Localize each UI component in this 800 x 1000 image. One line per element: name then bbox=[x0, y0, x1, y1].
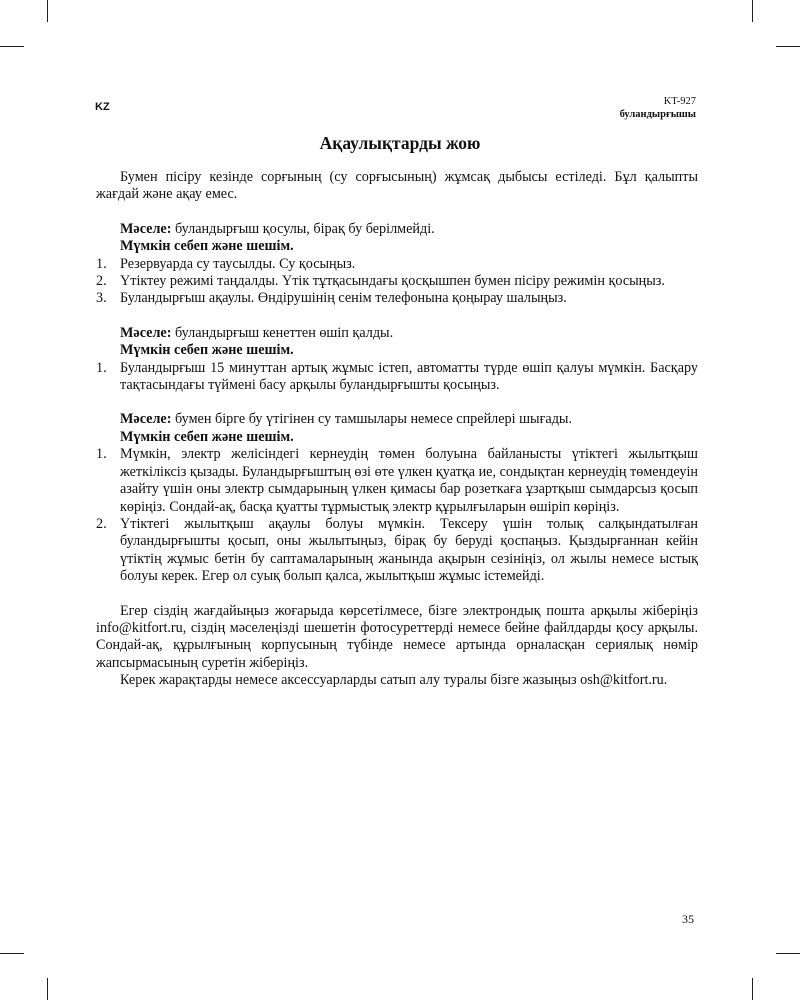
crop-mark bbox=[752, 0, 753, 22]
solution-list bbox=[96, 256, 698, 308]
cause-heading: Мүмкін себеп және шешім. bbox=[120, 428, 294, 445]
crop-mark bbox=[752, 978, 753, 1000]
problem-statement bbox=[96, 221, 698, 238]
crop-mark bbox=[47, 0, 48, 22]
problem-text: буландырғыш кенеттен өшіп қалды. bbox=[171, 324, 394, 341]
accessories-paragraph: Керек жарақтарды немесе аксессуарларды сатып алу туралы бізге жазыңыз osh@kitfort.ru. bbox=[120, 672, 668, 689]
page-title: Ақаулықтарды жою bbox=[319, 133, 481, 153]
problem-text: буландырғыш қосулы, бірақ бу берілмейді. bbox=[171, 220, 435, 237]
problem-label: Мәселе: bbox=[120, 220, 172, 237]
solution-list bbox=[96, 446, 698, 585]
problem-label: Мәселе: bbox=[120, 411, 172, 428]
problem-block bbox=[96, 411, 698, 585]
problem-block bbox=[96, 221, 698, 308]
language-code: KZ bbox=[95, 101, 110, 113]
list-item: 1. Буландырғыш 15 минуттан артық жұмыс істеп, автоматты түрде өшіп қалуы мүмкін. Басқару тақтасындағы түймені басу арқылы буландырғышты қосыңыз. bbox=[96, 359, 698, 394]
page-header bbox=[620, 95, 696, 121]
crop-mark bbox=[0, 46, 24, 47]
crop-mark bbox=[776, 46, 800, 47]
list-item: 2. Үтіктеу режимі таңдалды. Үтік тұтқасындағы қосқышпен бумен пісіру режимін қосыңыз. bbox=[96, 273, 665, 290]
problem-statement bbox=[96, 411, 698, 428]
document-body bbox=[96, 169, 698, 690]
crop-mark bbox=[0, 953, 24, 954]
cause-heading: Мүмкін себеп және шешім. bbox=[120, 342, 294, 359]
problem-text: бумен бірге бу үтігінен су тамшылары немесе спрейлері шығады. bbox=[171, 411, 572, 428]
contact-paragraph: Егер сіздің жағдайыңыз жоғарыда көрсетілмесе, бізге электрондық пошта арқылы жіберіңіз info@kitfort.ru, сіздің мәселеңізді шешетін фотосуреттерді немесе бейне файлдарды қосу арқылы. Сондай-ақ, құрылғының корпусының түбінде немесе артында орналасқан сериялық нөмір жапсырмасының суретін жіберіңіз. bbox=[96, 602, 698, 671]
solution-list bbox=[96, 360, 698, 395]
list-item: 1. Мүмкін, электр желісіндегі кернеудің төмен болуына байланысты үтіктегі жылытқыш жеткіліксіз қызады. Буландырғыштың өзі өте үлкен қуатқа ие, сондықтан кернеудің төмендеуін азайту үшін оны электр сымдарының үлкен қимасы бар розеткаға ұзартқыш сымдарсыз қосып көріңіз. Сондай-ақ, басқа қуатты тұрмыстық электр құрылғыларын өшіріп көріңіз. bbox=[96, 446, 698, 515]
crop-mark bbox=[776, 953, 800, 954]
list-item: 1. Резервуарда су таусылды. Су қосыңыз. bbox=[96, 255, 356, 272]
page-number: 35 bbox=[682, 912, 694, 926]
problem-block bbox=[96, 325, 698, 395]
product-name: буландырғышы bbox=[619, 109, 696, 120]
crop-mark bbox=[47, 978, 48, 1000]
cause-heading: Мүмкін себеп және шешім. bbox=[120, 238, 294, 255]
intro-paragraph: Бумен пісіру кезінде сорғының (су сорғысының) жұмсақ дыбысы естіледі. Бұл қалыпты жағдай және ақау емес. bbox=[96, 169, 698, 203]
list-item: 2. Үтіктегі жылытқыш ақаулы болуы мүмкін. Тексеру үшін толық салқындатылған буландырғышты қосып, оны жылытыңыз, бірақ бу беруді қоспаңыз. Қыздырғаннан кейін үтіктің жұмыс бетін бу саптамаларының жанында ақырын сезініңіз, ол жылы немесе ыстық болуы керек. Егер ол суық болып қалса, жылытқыш жұмыс істемейді. bbox=[96, 515, 698, 585]
problem-label: Мәселе: bbox=[120, 324, 172, 341]
list-item: 3. Буландырғыш ақаулы. Өндірушінің сенім телефонына қоңырау шалыңыз. bbox=[96, 290, 567, 307]
model-number: KT-927 bbox=[663, 96, 696, 107]
problem-statement bbox=[96, 325, 698, 342]
